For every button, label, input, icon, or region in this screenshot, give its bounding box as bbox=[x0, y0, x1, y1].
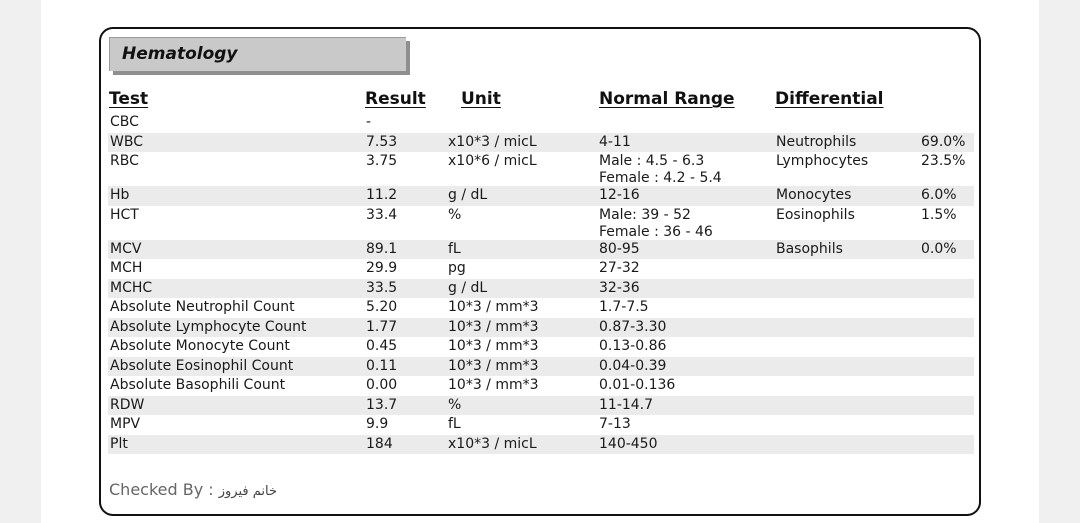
test-name: WBC bbox=[110, 133, 143, 150]
normal-range-line: Female : 36 - 46 bbox=[599, 223, 713, 240]
unit-value: x10*3 / micL bbox=[448, 435, 537, 452]
table-row bbox=[108, 435, 974, 455]
normal-range bbox=[599, 299, 649, 316]
unit-value: 10*3 / mm*3 bbox=[448, 377, 539, 393]
hematology-panel bbox=[99, 27, 981, 516]
normal-range-line: 27-32 bbox=[599, 260, 640, 276]
result-value: 9.9 bbox=[366, 416, 389, 432]
result-value: 11.2 bbox=[366, 187, 398, 203]
test-name: MPV bbox=[110, 416, 141, 432]
table-row bbox=[108, 186, 974, 206]
differential-percent: 6.0% bbox=[921, 187, 957, 203]
table-row bbox=[108, 337, 974, 357]
normal-range bbox=[599, 397, 653, 414]
unit-value: % bbox=[448, 396, 462, 413]
header-result: Result bbox=[365, 89, 426, 109]
unit-value: g / dL bbox=[448, 279, 488, 296]
normal-range-line: 0.13-0.86 bbox=[599, 338, 667, 354]
test-name: Absolute Eosinophil Count bbox=[110, 357, 294, 374]
test-name: MCHC bbox=[110, 279, 153, 296]
normal-range-line: Male: 39 - 52 bbox=[599, 206, 691, 223]
table-row bbox=[108, 206, 974, 240]
table-row bbox=[108, 259, 974, 279]
normal-range bbox=[599, 358, 666, 375]
result-value: 0.45 bbox=[366, 338, 398, 354]
table-row bbox=[108, 415, 974, 435]
test-name: CBC bbox=[110, 114, 139, 130]
unit-value: pg bbox=[448, 260, 466, 276]
result-value: 0.11 bbox=[366, 357, 398, 374]
result-value: 89.1 bbox=[366, 240, 398, 257]
unit-value: fL bbox=[448, 416, 461, 432]
result-value: 3.75 bbox=[366, 153, 398, 169]
table-row bbox=[108, 376, 974, 396]
normal-range bbox=[599, 241, 640, 258]
unit-value: 10*3 / mm*3 bbox=[448, 299, 539, 315]
unit-value: fL bbox=[448, 240, 461, 257]
normal-range-line: 11-14.7 bbox=[599, 396, 654, 413]
differential-percent: 23.5% bbox=[921, 153, 966, 169]
results-table bbox=[108, 113, 974, 454]
result-value: 29.9 bbox=[366, 260, 398, 276]
table-row bbox=[108, 279, 974, 299]
differential-percent: 0.0% bbox=[921, 240, 957, 257]
result-value: 0.00 bbox=[366, 377, 398, 393]
test-name: RDW bbox=[110, 396, 145, 413]
result-value: 33.5 bbox=[366, 279, 398, 296]
normal-range bbox=[599, 134, 631, 151]
differential-name: Monocytes bbox=[776, 187, 852, 203]
header-unit: Unit bbox=[461, 89, 501, 109]
table-row bbox=[108, 113, 974, 133]
table-row bbox=[108, 240, 974, 260]
checked-by-label: Checked By : bbox=[109, 480, 214, 499]
unit-value: 10*3 / mm*3 bbox=[448, 318, 539, 335]
section-header bbox=[109, 37, 406, 71]
normal-range bbox=[599, 187, 640, 204]
normal-range-line: 4-11 bbox=[599, 133, 631, 150]
checked-by bbox=[109, 480, 277, 499]
section-title: Hematology bbox=[122, 44, 238, 64]
test-name: Hb bbox=[110, 187, 130, 203]
test-name: Absolute Neutrophil Count bbox=[110, 299, 295, 315]
normal-range-line: 32-36 bbox=[599, 279, 640, 296]
normal-range-line: 0.87-3.30 bbox=[599, 318, 667, 335]
normal-range-line: 12-16 bbox=[599, 187, 640, 203]
normal-range bbox=[599, 338, 666, 355]
header-normal-range: Normal Range bbox=[599, 89, 735, 109]
table-row bbox=[108, 396, 974, 416]
differential-percent: 1.5% bbox=[921, 206, 957, 223]
normal-range bbox=[599, 260, 640, 277]
unit-value: 10*3 / mm*3 bbox=[448, 357, 539, 374]
normal-range bbox=[599, 416, 631, 433]
unit-value: x10*6 / micL bbox=[448, 153, 537, 169]
normal-range-line: Male : 4.5 - 6.3 bbox=[599, 153, 705, 169]
test-name: Plt bbox=[110, 435, 128, 452]
report-page bbox=[41, 0, 1039, 523]
table-row bbox=[108, 318, 974, 338]
normal-range-line: 1.7-7.5 bbox=[599, 299, 649, 315]
test-name: MCH bbox=[110, 260, 143, 276]
table-row bbox=[108, 152, 974, 186]
differential-name: Eosinophils bbox=[776, 206, 855, 223]
table-row bbox=[108, 133, 974, 153]
table-row bbox=[108, 357, 974, 377]
normal-range-line: 0.01-0.136 bbox=[599, 377, 676, 393]
result-value: 1.77 bbox=[366, 318, 398, 335]
differential-name: Neutrophils bbox=[776, 133, 857, 150]
test-name: Absolute Monocyte Count bbox=[110, 338, 290, 354]
test-name: MCV bbox=[110, 240, 142, 257]
normal-range-line: Female : 4.2 - 5.4 bbox=[599, 170, 722, 186]
differential-name: Basophils bbox=[776, 240, 843, 257]
normal-range bbox=[599, 207, 713, 241]
differential-name: Lymphocytes bbox=[776, 153, 869, 169]
unit-value: 10*3 / mm*3 bbox=[448, 338, 539, 354]
result-value: 13.7 bbox=[366, 396, 398, 413]
normal-range-line: 80-95 bbox=[599, 240, 640, 257]
normal-range-line: 140-450 bbox=[599, 435, 658, 452]
result-value: 7.53 bbox=[366, 133, 398, 150]
normal-range-line: 7-13 bbox=[599, 416, 631, 432]
normal-range-line: 0.04-0.39 bbox=[599, 357, 667, 374]
normal-range bbox=[599, 436, 658, 453]
normal-range bbox=[599, 377, 675, 394]
result-value: 33.4 bbox=[366, 206, 398, 223]
normal-range bbox=[599, 280, 640, 297]
test-name: Absolute Basophili Count bbox=[110, 377, 286, 393]
normal-range bbox=[599, 319, 666, 336]
header-differential: Differential bbox=[775, 89, 884, 109]
result-value: - bbox=[366, 114, 372, 130]
test-name: RBC bbox=[110, 153, 139, 169]
checked-by-name: خانم فیروز bbox=[218, 484, 278, 499]
table-row bbox=[108, 298, 974, 318]
unit-value: % bbox=[448, 206, 462, 223]
result-value: 5.20 bbox=[366, 299, 398, 315]
unit-value: g / dL bbox=[448, 187, 488, 203]
test-name: Absolute Lymphocyte Count bbox=[110, 318, 307, 335]
result-value: 184 bbox=[366, 435, 393, 452]
differential-percent: 69.0% bbox=[921, 133, 966, 150]
unit-value: x10*3 / micL bbox=[448, 133, 537, 150]
normal-range bbox=[599, 153, 722, 187]
test-name: HCT bbox=[110, 206, 139, 223]
header-test: Test bbox=[109, 89, 149, 109]
